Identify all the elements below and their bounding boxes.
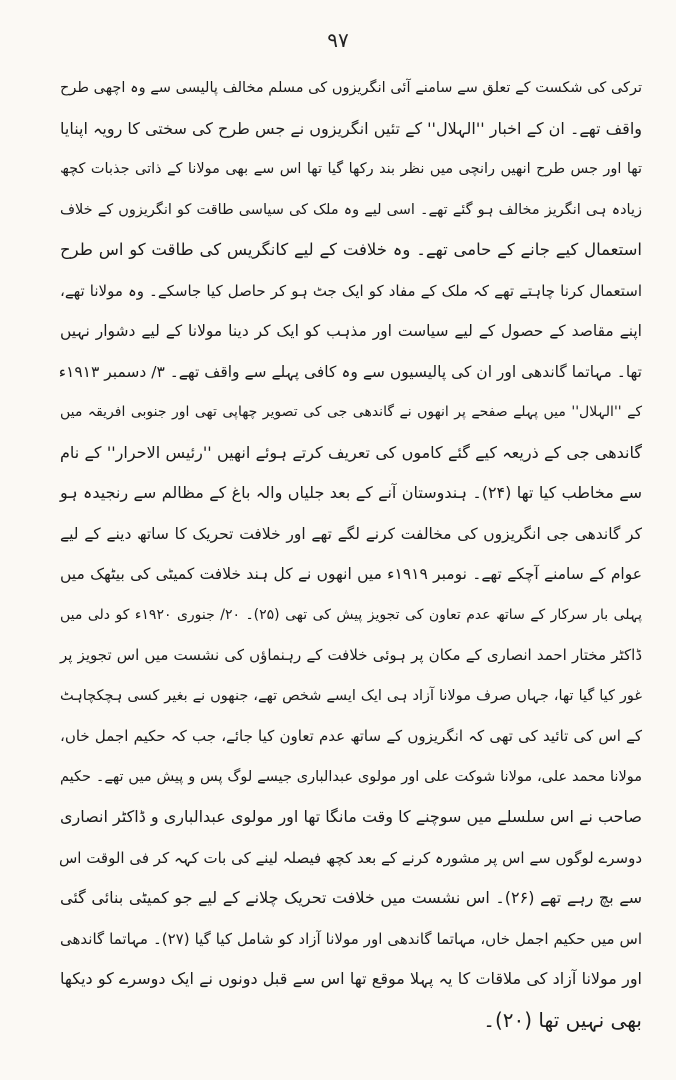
text-line: کے اس کی تائید کی تھی کہ انگریزوں کے ساتھ عدم تعاون کیا جائے، جب کہ حکیم اجمل خاں، — [60, 727, 642, 745]
text-line: پہلی بار سرکار کے ساتھ عدم تعاون کی تجویز پیش کی تھی (۲۵)۔ ۲۰/ جنوری ۱۹۲۰ء کو دلی میں — [60, 606, 642, 623]
text-line: استعمال کیے جانے کے حامی تھے۔ وہ خلافت کے لیے کانگریس کی طاقت کو اس طرح — [60, 240, 642, 259]
text-line: عوام کے سامنے آچکے تھے۔ نومبر ۱۹۱۹ء میں انھوں نے کل ہند خلافت کمیٹی کی بیٹھک میں — [60, 565, 642, 583]
text-line: اور مولانا آزاد کی ملاقات کا یہ پہلا موقع تھا اس سے قبل دونوں نے ایک دوسرے کو دیکھا — [60, 969, 642, 988]
text-line: غور کیا گیا تھا، جہاں صرف مولانا آزاد ہی ایک ایسے شخص تھے، جنھوں نے بغیر کسی ہچکچاہٹ — [60, 687, 642, 704]
text-line: مولانا محمد علی، مولانا شوکت علی اور مولوی عبدالباری جیسے لوگ پس و پیش میں تھے۔ حکیم — [60, 768, 642, 785]
text-line: اپنے مقاصد کے حصول کے لیے سیاست اور مذہب کو ایک کر دینا مولانا کے لیے دشوار نہیں — [60, 322, 642, 340]
text-line: دوسرے لوگوں سے اس پر مشورہ کرنے کے بعد کچھ فیصلہ لینے کی بات کہہ کر فی الوقت اس — [58, 848, 642, 867]
text-line: کے ''الہلال'' میں پہلے صفحے پر انھوں نے گاندھی جی کی تصویر چھاپی تھی اور جنوبی افریقہ میں — [60, 404, 642, 420]
text-line: تھا۔ مہاتما گاندھی اور ان کی پالیسیوں سے وہ کافی پہلے سے واقف تھے۔ ۳/ دسمبر ۱۹۱۳ء — [58, 362, 642, 381]
body-text — [60, 68, 642, 1040]
text-line: استعمال کرنا چاہتے تھے کہ ملک کے مفاد کو ایک جٹ ہو کر حاصل کیا جاسکے۔ وہ مولانا تھے، — [60, 281, 642, 300]
text-line: سے مخاطب کیا تھا (۲۴)۔ ہندوستان آنے کے بعد جلیاں والہ باغ کے مظالم سے رنجیدہ ہو — [60, 483, 642, 502]
text-line: کر گاندھی جی انگریزوں کی مخالفت کرنے لگے تھے اور خلافت تحریک کا ساتھ دینے کے لیے — [60, 524, 642, 543]
text-line: گاندھی جی کے ذریعہ کیے گئے کاموں کی تعریف کرتے ہوئے انھیں ''رئیس الاحرار'' کے نام — [60, 442, 642, 462]
text-line: ڈاکٹر مختار احمد انصاری کے مکان پر ہوئی خلافت کے رہنماؤں کی نشست میں اس تجویز پر — [60, 646, 642, 664]
text-line: اس میں حکیم اجمل خاں، مہاتما گاندھی اور مولانا آزاد کو شامل کیا گیا (۲۷)۔ مہاتما گاندھی — [60, 929, 642, 948]
text-line: واقف تھے۔ ان کے اخبار ''الہلال'' کے تئیں انگریزوں نے جس طرح کی سختی کا رویہ اپنایا — [60, 118, 642, 138]
text-line: سے بچ رہے تھے (۲۶)۔ اس نشست میں خلافت تحریک چلانے کے لیے جو کمیٹی بنائی گئی — [60, 888, 642, 907]
text-line: بھی نہیں تھا (۲۰)۔ — [483, 1007, 642, 1032]
text-line: صاحب نے اس سلسلے میں سوچنے کا وقت مانگا تھا اور مولوی عبدالباری و ڈاکٹر انصاری — [60, 807, 642, 826]
page-number: ۹۷ — [327, 28, 349, 52]
text-line: زیادہ ہی انگریز مخالف ہو گئے تھے۔ اسی لیے وہ ملک کی سیاسی طاقت کو انگریزوں کے خلاف — [60, 201, 642, 218]
text-line: تھا اور جس طرح انھیں رانچی میں نظر بند رکھا گیا تھا اس سے بھی مولانا کے ذاتی جذبات کچھ — [60, 161, 642, 177]
text-line: ترکی کی شکست کے تعلق سے سامنے آئی انگریزوں کی مسلم مخالف پالیسی سے وہ اچھی طرح — [60, 80, 642, 96]
